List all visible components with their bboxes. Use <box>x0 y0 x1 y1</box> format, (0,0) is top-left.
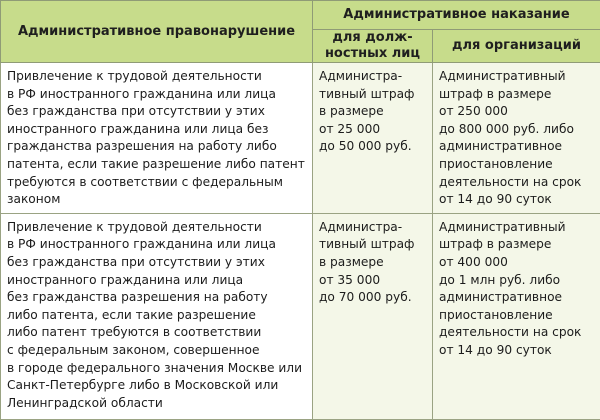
text-line: либо патент требуются в соответствии <box>7 324 306 342</box>
table-row <box>1 63 600 214</box>
organizations-fine-cell <box>433 213 600 419</box>
header-officials-line: ностных лиц <box>313 46 432 62</box>
text-line: до 800 000 руб. либо <box>439 121 594 139</box>
violation-cell <box>1 63 313 214</box>
text-line: приостановление <box>439 307 594 325</box>
text-line: от 400 000 <box>439 254 594 272</box>
text-line: от 25 000 <box>319 121 426 139</box>
text-line: без гражданства при отсутствии у этих <box>7 254 306 272</box>
header-officials-line: для долж- <box>313 30 432 46</box>
text-line: административное <box>439 289 594 307</box>
table-row <box>1 213 600 419</box>
officials-fine-cell <box>313 63 433 214</box>
text-line: тивный штраф <box>319 86 426 104</box>
text-line: от 14 до 90 суток <box>439 191 594 209</box>
text-line: иностранного гражданина или лица <box>7 272 306 290</box>
text-line: в городе федерального значения Москве или <box>7 360 306 378</box>
text-line: деятельности на срок <box>439 324 594 342</box>
text-line: от 35 000 <box>319 272 426 290</box>
text-line: требуются в соответствии с федеральным <box>7 174 306 192</box>
header-penalty: Административное наказание <box>313 1 600 30</box>
organizations-fine-cell <box>433 63 600 214</box>
text-line: от 250 000 <box>439 103 594 121</box>
text-line: патента, если такие разрешение либо патент <box>7 156 306 174</box>
text-line: иностранного гражданина или лица без <box>7 121 306 139</box>
text-line: Санкт-Петербурге либо в Московской или <box>7 377 306 395</box>
violation-cell <box>1 213 313 419</box>
text-line: от 14 до 90 суток <box>439 342 594 360</box>
text-line: до 70 000 руб. <box>319 289 426 307</box>
text-line: в размере <box>319 254 426 272</box>
text-line: Привлечение к трудовой деятельности <box>7 219 306 237</box>
text-line: без гражданства при отсутствии у этих <box>7 103 306 121</box>
text-line: либо патента, если такие разрешение <box>7 307 306 325</box>
text-line: до 1 млн руб. либо <box>439 272 594 290</box>
text-line: тивный штраф <box>319 236 426 254</box>
text-line: законом <box>7 191 306 209</box>
officials-fine-cell <box>313 213 433 419</box>
text-line: Административный <box>439 68 594 86</box>
text-line: в РФ иностранного гражданина или лица <box>7 236 306 254</box>
text-line: штраф в размере <box>439 236 594 254</box>
text-line: приостановление <box>439 156 594 174</box>
header-organizations: для организаций <box>433 30 600 63</box>
text-line: Ленинградской области <box>7 395 306 413</box>
text-line: деятельности на срок <box>439 174 594 192</box>
text-line: Администра- <box>319 219 426 237</box>
text-line: Привлечение к трудовой деятельности <box>7 68 306 86</box>
text-line: штраф в размере <box>439 86 594 104</box>
text-line: гражданства разрешения на работу либо <box>7 138 306 156</box>
text-line: Администра- <box>319 68 426 86</box>
text-line: в РФ иностранного гражданина или лица <box>7 86 306 104</box>
text-line: до 50 000 руб. <box>319 138 426 156</box>
text-line: без гражданства разрешения на работу <box>7 289 306 307</box>
text-line: Административный <box>439 219 594 237</box>
text-line: административное <box>439 138 594 156</box>
header-officials <box>313 30 433 63</box>
text-line: с федеральным законом, совершенное <box>7 342 306 360</box>
text-line: в размере <box>319 103 426 121</box>
header-violation: Административное правонарушение <box>1 1 313 63</box>
